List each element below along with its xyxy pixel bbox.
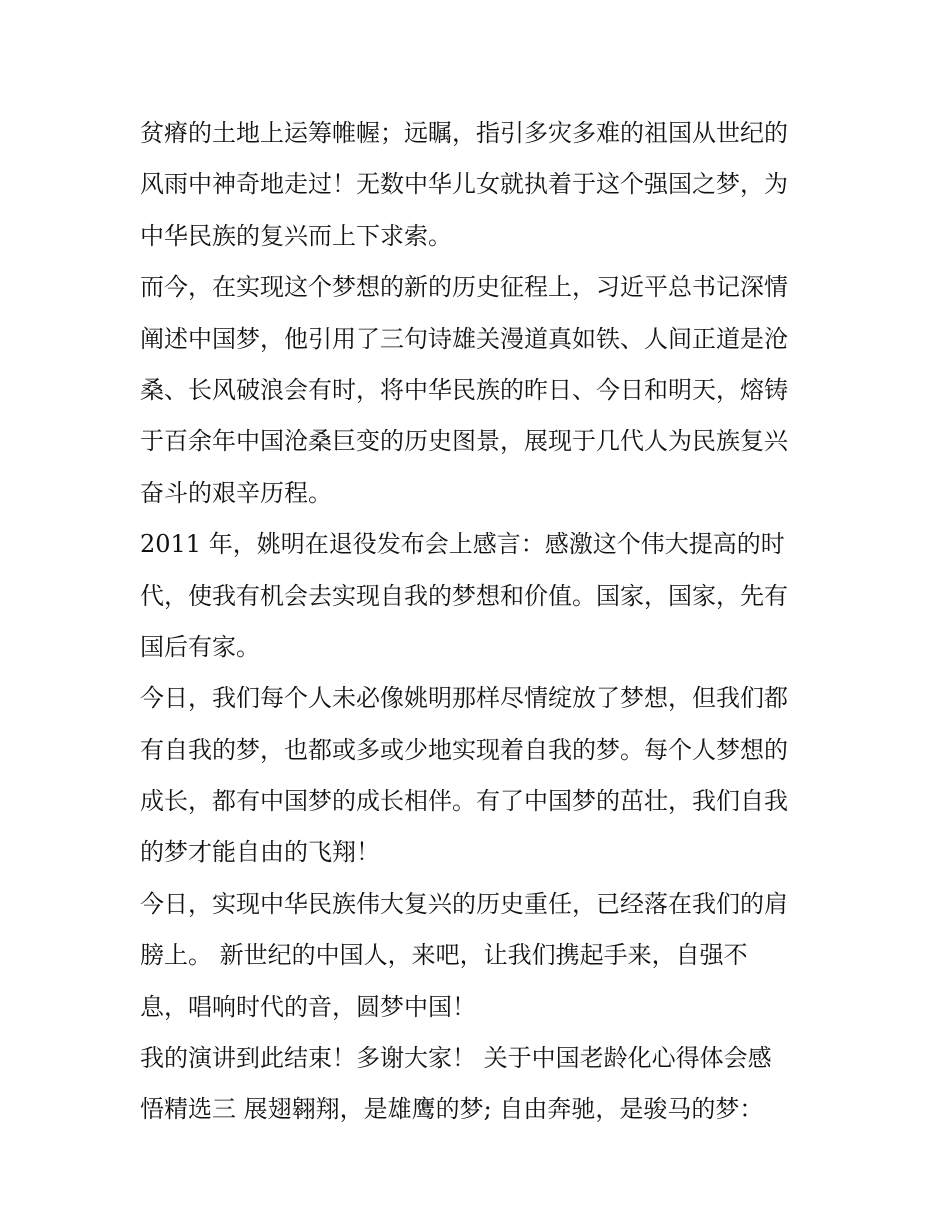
text-line: 膀上。 新世纪的中国人，来吧，让我们携起手来，自强不 — [140, 941, 748, 970]
text-line: 贫瘠的土地上运筹帷幄；远瞩，指引多灾多难的祖国从世纪的 — [140, 119, 788, 147]
text-line: 今日，我们每个人未必像姚明那样尽情绽放了梦想，但我们都 — [140, 684, 788, 713]
text-line: 代，使我有机会去实现自我的梦想和价值。国家，国家，先有 — [140, 581, 788, 610]
text-line: 阐述中国梦，他引用了三句诗雄关漫道真如铁、人间正道是沧 — [140, 324, 788, 353]
text-line: 悟精选三 展翅翱翔，是雄鹰的梦; 自由奔驰，是骏马的梦： — [140, 1095, 764, 1124]
text-line: 桑、长风破浪会有时，将中华民族的昨日、今日和明天，熔铸 — [140, 375, 788, 404]
text-line: 中华民族的复兴而上下求索。 — [140, 221, 452, 250]
text-line: 今日，实现中华民族伟大复兴的历史重任，已经落在我们的肩 — [140, 889, 788, 918]
document-body — [140, 108, 820, 1136]
text-line: 于百余年中国沧桑巨变的历史图景，展现于几代人为民族复兴 — [140, 427, 788, 456]
text-line: 有自我的梦，也都或多或少地实现着自我的梦。每个人梦想的 — [140, 735, 788, 764]
text-line: 息，唱响时代的音，圆梦中国！ — [140, 992, 476, 1021]
text-line: 奋斗的艰辛历程。 — [140, 478, 332, 507]
text-line: 的梦才能自由的飞翔！ — [140, 838, 380, 867]
text-line: 风雨中神奇地走过！无数中华儿女就执着于这个强国之梦，为 — [140, 170, 788, 199]
text-line: 我的演讲到此结束！多谢大家！ 关于中国老龄化心得体会感 — [140, 1044, 772, 1073]
text-line: 2011 年，姚明在退役发布会上感言：感激这个伟大提高的时 — [140, 530, 785, 559]
text-line: 而今，在实现这个梦想的新的历史征程上，习近平总书记深情 — [140, 273, 788, 302]
text-line: 成长，都有中国梦的成长相伴。有了中国梦的茁壮，我们自我 — [140, 787, 788, 816]
text-line: 国后有家。 — [140, 632, 260, 661]
